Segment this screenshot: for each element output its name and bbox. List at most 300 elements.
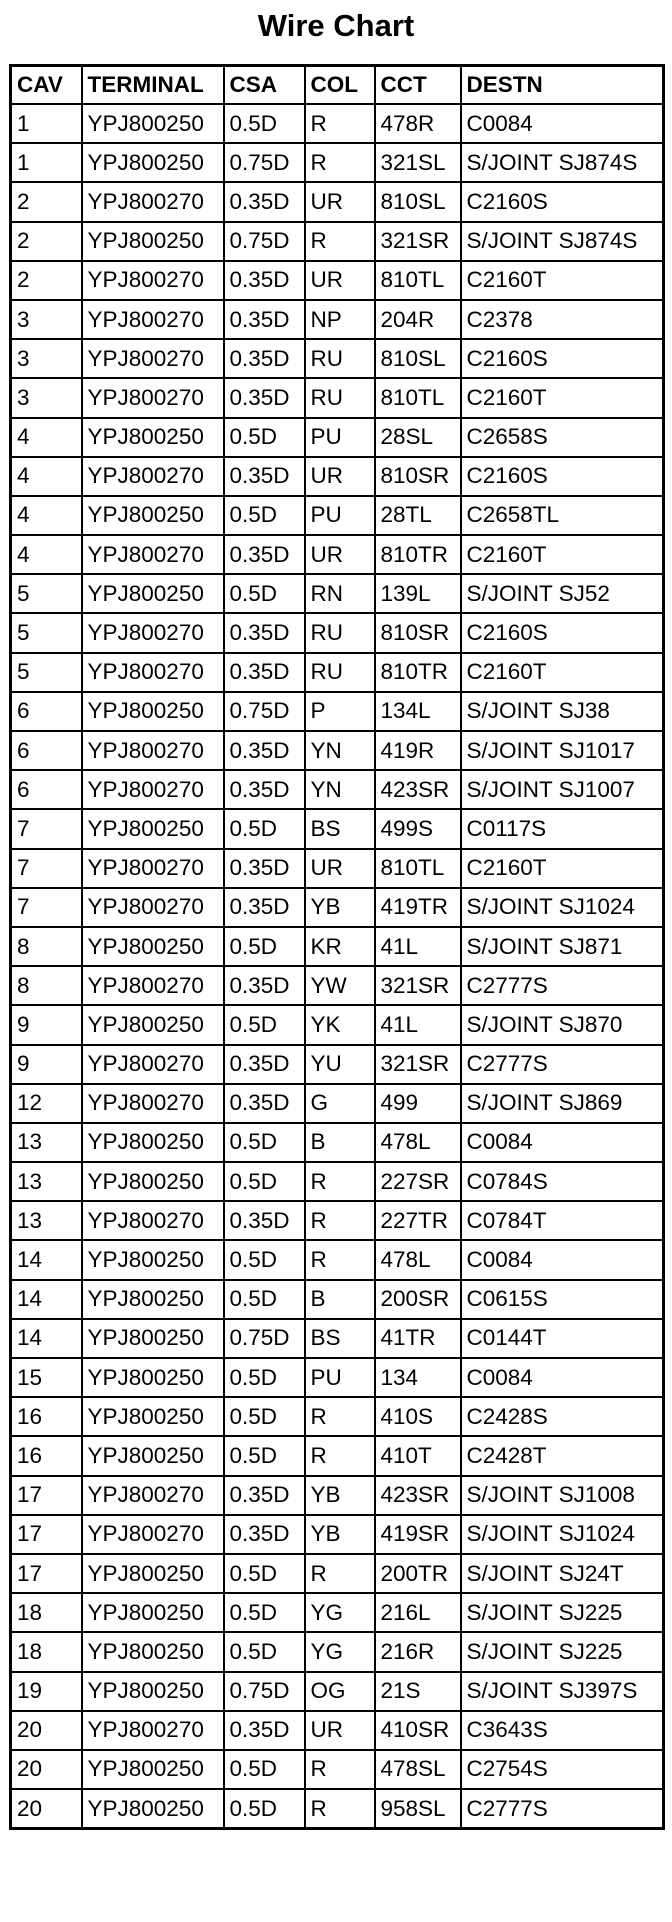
table-row xyxy=(11,692,664,731)
terminal-cell: YPJ800250 xyxy=(82,1436,224,1475)
cct-cell: 41L xyxy=(375,1005,461,1044)
table-row xyxy=(11,574,664,613)
terminal-cell: YPJ800270 xyxy=(82,1045,224,1084)
cct-cell: 134L xyxy=(375,692,461,731)
terminal-cell: YPJ800250 xyxy=(82,1123,224,1162)
cct-cell: 423SR xyxy=(375,770,461,809)
cav-cell: 13 xyxy=(11,1201,82,1240)
col-cell: UR xyxy=(305,182,375,221)
terminal-cell: YPJ800270 xyxy=(82,457,224,496)
col-cell: G xyxy=(305,1084,375,1123)
col-cell: UR xyxy=(305,261,375,300)
destn-cell: C0084 xyxy=(461,104,664,143)
cav-cell: 20 xyxy=(11,1789,82,1829)
col-cell: OG xyxy=(305,1672,375,1711)
destn-cell: S/JOINT SJ1017 xyxy=(461,731,664,770)
cav-cell: 18 xyxy=(11,1593,82,1632)
cct-cell: 204R xyxy=(375,300,461,339)
cct-cell: 499 xyxy=(375,1084,461,1123)
csa-cell: 0.35D xyxy=(224,535,305,574)
cav-cell: 17 xyxy=(11,1476,82,1515)
col-cell: R xyxy=(305,1436,375,1475)
cct-cell: 478R xyxy=(375,104,461,143)
csa-cell: 0.35D xyxy=(224,1711,305,1750)
terminal-cell: YPJ800270 xyxy=(82,1201,224,1240)
destn-cell: C2777S xyxy=(461,1045,664,1084)
csa-cell: 0.35D xyxy=(224,770,305,809)
cav-cell: 19 xyxy=(11,1672,82,1711)
destn-cell: C2777S xyxy=(461,966,664,1005)
cct-cell: 810SR xyxy=(375,613,461,652)
cct-cell: 200SR xyxy=(375,1280,461,1319)
wire-chart-table xyxy=(9,64,665,1830)
table-row xyxy=(11,1123,664,1162)
destn-cell: C0144T xyxy=(461,1319,664,1358)
terminal-cell: YPJ800250 xyxy=(82,1358,224,1397)
destn-cell: S/JOINT SJ869 xyxy=(461,1084,664,1123)
destn-cell: C2428T xyxy=(461,1436,664,1475)
csa-cell: 0.5D xyxy=(224,1750,305,1789)
cav-cell: 14 xyxy=(11,1319,82,1358)
destn-cell: S/JOINT SJ874S xyxy=(461,222,664,261)
cct-cell: 28TL xyxy=(375,496,461,535)
csa-cell: 0.35D xyxy=(224,849,305,888)
csa-cell: 0.35D xyxy=(224,1201,305,1240)
destn-cell: C2754S xyxy=(461,1750,664,1789)
destn-cell: C2428S xyxy=(461,1397,664,1436)
column-header-col: COL xyxy=(305,66,375,105)
csa-cell: 0.5D xyxy=(224,1358,305,1397)
cct-cell: 810SL xyxy=(375,339,461,378)
table-row xyxy=(11,457,664,496)
csa-cell: 0.35D xyxy=(224,731,305,770)
csa-cell: 0.5D xyxy=(224,496,305,535)
csa-cell: 0.75D xyxy=(224,1319,305,1358)
table-row xyxy=(11,770,664,809)
col-cell: UR xyxy=(305,535,375,574)
csa-cell: 0.35D xyxy=(224,1515,305,1554)
destn-cell: S/JOINT SJ871 xyxy=(461,927,664,966)
cav-cell: 17 xyxy=(11,1554,82,1593)
terminal-cell: YPJ800270 xyxy=(82,1711,224,1750)
cct-cell: 423SR xyxy=(375,1476,461,1515)
destn-cell: S/JOINT SJ397S xyxy=(461,1672,664,1711)
csa-cell: 0.5D xyxy=(224,418,305,457)
cav-cell: 4 xyxy=(11,496,82,535)
terminal-cell: YPJ800250 xyxy=(82,104,224,143)
cct-cell: 958SL xyxy=(375,1789,461,1829)
csa-cell: 0.5D xyxy=(224,1554,305,1593)
page-title: Wire Chart xyxy=(257,8,415,43)
terminal-cell: YPJ800270 xyxy=(82,378,224,417)
table-row xyxy=(11,535,664,574)
table-row xyxy=(11,143,664,182)
table-row xyxy=(11,888,664,927)
cav-cell: 5 xyxy=(11,574,82,613)
csa-cell: 0.5D xyxy=(224,1436,305,1475)
col-cell: P xyxy=(305,692,375,731)
table-row xyxy=(11,809,664,848)
col-cell: YG xyxy=(305,1632,375,1671)
table-row xyxy=(11,653,664,692)
table-row xyxy=(11,182,664,221)
csa-cell: 0.5D xyxy=(224,1005,305,1044)
terminal-cell: YPJ800250 xyxy=(82,574,224,613)
table-row xyxy=(11,1397,664,1436)
destn-cell: C0784T xyxy=(461,1201,664,1240)
column-header-cct: CCT xyxy=(375,66,461,105)
cct-cell: 410T xyxy=(375,1436,461,1475)
cct-cell: 227TR xyxy=(375,1201,461,1240)
terminal-cell: YPJ800270 xyxy=(82,1476,224,1515)
csa-cell: 0.35D xyxy=(224,339,305,378)
csa-cell: 0.75D xyxy=(224,1672,305,1711)
cct-cell: 478SL xyxy=(375,1750,461,1789)
terminal-cell: YPJ800270 xyxy=(82,613,224,652)
cct-cell: 134 xyxy=(375,1358,461,1397)
terminal-cell: YPJ800270 xyxy=(82,1515,224,1554)
table-row xyxy=(11,613,664,652)
terminal-cell: YPJ800250 xyxy=(82,1632,224,1671)
col-cell: YW xyxy=(305,966,375,1005)
cct-cell: 41TR xyxy=(375,1319,461,1358)
cav-cell: 13 xyxy=(11,1162,82,1201)
csa-cell: 0.5D xyxy=(224,1632,305,1671)
col-cell: YB xyxy=(305,1515,375,1554)
table-row xyxy=(11,418,664,457)
terminal-cell: YPJ800270 xyxy=(82,770,224,809)
terminal-cell: YPJ800270 xyxy=(82,731,224,770)
destn-cell: C0084 xyxy=(461,1123,664,1162)
cct-cell: 810SL xyxy=(375,182,461,221)
cav-cell: 14 xyxy=(11,1280,82,1319)
table-row xyxy=(11,1436,664,1475)
terminal-cell: YPJ800250 xyxy=(82,143,224,182)
terminal-cell: YPJ800270 xyxy=(82,300,224,339)
col-cell: R xyxy=(305,104,375,143)
destn-cell: S/JOINT SJ225 xyxy=(461,1632,664,1671)
col-cell: R xyxy=(305,1240,375,1279)
table-row xyxy=(11,300,664,339)
cct-cell: 478L xyxy=(375,1123,461,1162)
col-cell: NP xyxy=(305,300,375,339)
destn-cell: C0615S xyxy=(461,1280,664,1319)
csa-cell: 0.35D xyxy=(224,888,305,927)
destn-cell: C2160S xyxy=(461,613,664,652)
cav-cell: 6 xyxy=(11,731,82,770)
terminal-cell: YPJ800270 xyxy=(82,966,224,1005)
col-cell: PU xyxy=(305,418,375,457)
table-row xyxy=(11,1672,664,1711)
cav-cell: 6 xyxy=(11,770,82,809)
csa-cell: 0.35D xyxy=(224,261,305,300)
table-row xyxy=(11,849,664,888)
cct-cell: 410S xyxy=(375,1397,461,1436)
table-row xyxy=(11,1084,664,1123)
destn-cell: C2160T xyxy=(461,653,664,692)
col-cell: YK xyxy=(305,1005,375,1044)
cav-cell: 5 xyxy=(11,653,82,692)
cct-cell: 321SR xyxy=(375,222,461,261)
col-cell: YG xyxy=(305,1593,375,1632)
col-cell: RU xyxy=(305,339,375,378)
terminal-cell: YPJ800250 xyxy=(82,1397,224,1436)
csa-cell: 0.35D xyxy=(224,457,305,496)
csa-cell: 0.75D xyxy=(224,222,305,261)
terminal-cell: YPJ800250 xyxy=(82,1319,224,1358)
cav-cell: 7 xyxy=(11,888,82,927)
destn-cell: C2160S xyxy=(461,457,664,496)
csa-cell: 0.35D xyxy=(224,613,305,652)
destn-cell: S/JOINT SJ1024 xyxy=(461,1515,664,1554)
csa-cell: 0.35D xyxy=(224,378,305,417)
csa-cell: 0.35D xyxy=(224,1084,305,1123)
csa-cell: 0.5D xyxy=(224,1162,305,1201)
cct-cell: 419R xyxy=(375,731,461,770)
column-header-terminal: TERMINAL xyxy=(82,66,224,105)
table-row xyxy=(11,1711,664,1750)
col-cell: R xyxy=(305,1750,375,1789)
table-row xyxy=(11,1240,664,1279)
cav-cell: 2 xyxy=(11,222,82,261)
col-cell: R xyxy=(305,1554,375,1593)
terminal-cell: YPJ800250 xyxy=(82,1240,224,1279)
table-row xyxy=(11,1358,664,1397)
terminal-cell: YPJ800270 xyxy=(82,535,224,574)
destn-cell: C0084 xyxy=(461,1358,664,1397)
table-row xyxy=(11,1280,664,1319)
cct-cell: 216L xyxy=(375,1593,461,1632)
table-row xyxy=(11,1554,664,1593)
cct-cell: 28SL xyxy=(375,418,461,457)
csa-cell: 0.5D xyxy=(224,927,305,966)
terminal-cell: YPJ800250 xyxy=(82,1593,224,1632)
csa-cell: 0.35D xyxy=(224,1045,305,1084)
destn-cell: C2160T xyxy=(461,378,664,417)
terminal-cell: YPJ800270 xyxy=(82,849,224,888)
col-cell: YN xyxy=(305,731,375,770)
csa-cell: 0.75D xyxy=(224,143,305,182)
col-cell: RU xyxy=(305,653,375,692)
terminal-cell: YPJ800250 xyxy=(82,496,224,535)
cav-cell: 5 xyxy=(11,613,82,652)
table-row xyxy=(11,1515,664,1554)
table-row xyxy=(11,339,664,378)
column-header-csa: CSA xyxy=(224,66,305,105)
destn-cell: C2658S xyxy=(461,418,664,457)
destn-cell: S/JOINT SJ1008 xyxy=(461,1476,664,1515)
destn-cell: S/JOINT SJ52 xyxy=(461,574,664,613)
table-row xyxy=(11,1476,664,1515)
terminal-cell: YPJ800250 xyxy=(82,1789,224,1829)
col-cell: UR xyxy=(305,457,375,496)
cct-cell: 478L xyxy=(375,1240,461,1279)
col-cell: YU xyxy=(305,1045,375,1084)
destn-cell: C2658TL xyxy=(461,496,664,535)
cct-cell: 810TL xyxy=(375,378,461,417)
terminal-cell: YPJ800250 xyxy=(82,1554,224,1593)
col-cell: PU xyxy=(305,1358,375,1397)
csa-cell: 0.35D xyxy=(224,182,305,221)
cct-cell: 810SR xyxy=(375,457,461,496)
cct-cell: 321SL xyxy=(375,143,461,182)
terminal-cell: YPJ800270 xyxy=(82,261,224,300)
csa-cell: 0.5D xyxy=(224,1240,305,1279)
cav-cell: 3 xyxy=(11,339,82,378)
table-row xyxy=(11,1319,664,1358)
col-cell: YB xyxy=(305,1476,375,1515)
cav-cell: 1 xyxy=(11,104,82,143)
cav-cell: 7 xyxy=(11,809,82,848)
column-header-cav: CAV xyxy=(11,66,82,105)
destn-cell: S/JOINT SJ870 xyxy=(461,1005,664,1044)
csa-cell: 0.35D xyxy=(224,653,305,692)
col-cell: RU xyxy=(305,613,375,652)
terminal-cell: YPJ800250 xyxy=(82,1280,224,1319)
csa-cell: 0.35D xyxy=(224,1476,305,1515)
cct-cell: 21S xyxy=(375,1672,461,1711)
cct-cell: 810TR xyxy=(375,535,461,574)
cct-cell: 419SR xyxy=(375,1515,461,1554)
cav-cell: 4 xyxy=(11,418,82,457)
destn-cell: S/JOINT SJ874S xyxy=(461,143,664,182)
terminal-cell: YPJ800250 xyxy=(82,418,224,457)
destn-cell: C2160T xyxy=(461,849,664,888)
terminal-cell: YPJ800250 xyxy=(82,1005,224,1044)
table-row xyxy=(11,378,664,417)
table-row xyxy=(11,1162,664,1201)
cav-cell: 8 xyxy=(11,966,82,1005)
cav-cell: 16 xyxy=(11,1397,82,1436)
cav-cell: 20 xyxy=(11,1711,82,1750)
table-row xyxy=(11,1045,664,1084)
csa-cell: 0.5D xyxy=(224,1280,305,1319)
cav-cell: 8 xyxy=(11,927,82,966)
cav-cell: 15 xyxy=(11,1358,82,1397)
col-cell: YB xyxy=(305,888,375,927)
cav-cell: 17 xyxy=(11,1515,82,1554)
terminal-cell: YPJ800250 xyxy=(82,222,224,261)
col-cell: R xyxy=(305,1397,375,1436)
cav-cell: 12 xyxy=(11,1084,82,1123)
table-row xyxy=(11,1201,664,1240)
terminal-cell: YPJ800270 xyxy=(82,182,224,221)
table-header-row xyxy=(11,66,664,105)
col-cell: RU xyxy=(305,378,375,417)
cav-cell: 4 xyxy=(11,457,82,496)
cct-cell: 410SR xyxy=(375,1711,461,1750)
csa-cell: 0.5D xyxy=(224,1593,305,1632)
destn-cell: C0784S xyxy=(461,1162,664,1201)
table-row xyxy=(11,1789,664,1829)
cav-cell: 1 xyxy=(11,143,82,182)
cav-cell: 2 xyxy=(11,261,82,300)
table-row xyxy=(11,1750,664,1789)
col-cell: UR xyxy=(305,1711,375,1750)
terminal-cell: YPJ800270 xyxy=(82,339,224,378)
cct-cell: 810TL xyxy=(375,849,461,888)
destn-cell: S/JOINT SJ1024 xyxy=(461,888,664,927)
csa-cell: 0.5D xyxy=(224,574,305,613)
cct-cell: 41L xyxy=(375,927,461,966)
table-row xyxy=(11,1005,664,1044)
terminal-cell: YPJ800250 xyxy=(82,1162,224,1201)
cav-cell: 14 xyxy=(11,1240,82,1279)
cct-cell: 499S xyxy=(375,809,461,848)
csa-cell: 0.5D xyxy=(224,1789,305,1829)
col-cell: R xyxy=(305,1201,375,1240)
cav-cell: 3 xyxy=(11,378,82,417)
col-cell: BS xyxy=(305,809,375,848)
cav-cell: 7 xyxy=(11,849,82,888)
table-row xyxy=(11,1593,664,1632)
cav-cell: 18 xyxy=(11,1632,82,1671)
table-row xyxy=(11,104,664,143)
col-cell: B xyxy=(305,1123,375,1162)
csa-cell: 0.35D xyxy=(224,300,305,339)
destn-cell: C2378 xyxy=(461,300,664,339)
cav-cell: 6 xyxy=(11,692,82,731)
table-row xyxy=(11,496,664,535)
csa-cell: 0.5D xyxy=(224,104,305,143)
destn-cell: C3643S xyxy=(461,1711,664,1750)
col-cell: KR xyxy=(305,927,375,966)
cav-cell: 3 xyxy=(11,300,82,339)
destn-cell: C2160T xyxy=(461,535,664,574)
cav-cell: 2 xyxy=(11,182,82,221)
csa-cell: 0.75D xyxy=(224,692,305,731)
table-row xyxy=(11,1632,664,1671)
col-cell: BS xyxy=(305,1319,375,1358)
terminal-cell: YPJ800270 xyxy=(82,888,224,927)
cct-cell: 139L xyxy=(375,574,461,613)
terminal-cell: YPJ800250 xyxy=(82,809,224,848)
destn-cell: S/JOINT SJ24T xyxy=(461,1554,664,1593)
destn-cell: C2160S xyxy=(461,182,664,221)
col-cell: R xyxy=(305,1789,375,1829)
col-cell: RN xyxy=(305,574,375,613)
table-body xyxy=(11,104,664,1829)
cct-cell: 810TL xyxy=(375,261,461,300)
destn-cell: C2777S xyxy=(461,1789,664,1829)
col-cell: R xyxy=(305,1162,375,1201)
cav-cell: 9 xyxy=(11,1045,82,1084)
cct-cell: 227SR xyxy=(375,1162,461,1201)
terminal-cell: YPJ800250 xyxy=(82,1750,224,1789)
col-cell: UR xyxy=(305,849,375,888)
col-cell: B xyxy=(305,1280,375,1319)
destn-cell: C2160T xyxy=(461,261,664,300)
cav-cell: 20 xyxy=(11,1750,82,1789)
cav-cell: 16 xyxy=(11,1436,82,1475)
destn-cell: C2160S xyxy=(461,339,664,378)
cct-cell: 216R xyxy=(375,1632,461,1671)
destn-cell: S/JOINT SJ225 xyxy=(461,1593,664,1632)
cct-cell: 810TR xyxy=(375,653,461,692)
destn-cell: C0117S xyxy=(461,809,664,848)
table-row xyxy=(11,222,664,261)
terminal-cell: YPJ800270 xyxy=(82,1084,224,1123)
csa-cell: 0.5D xyxy=(224,1397,305,1436)
col-cell: R xyxy=(305,222,375,261)
col-cell: YN xyxy=(305,770,375,809)
terminal-cell: YPJ800250 xyxy=(82,927,224,966)
cav-cell: 13 xyxy=(11,1123,82,1162)
cav-cell: 9 xyxy=(11,1005,82,1044)
cct-cell: 321SR xyxy=(375,1045,461,1084)
table-row xyxy=(11,731,664,770)
table-row xyxy=(11,927,664,966)
